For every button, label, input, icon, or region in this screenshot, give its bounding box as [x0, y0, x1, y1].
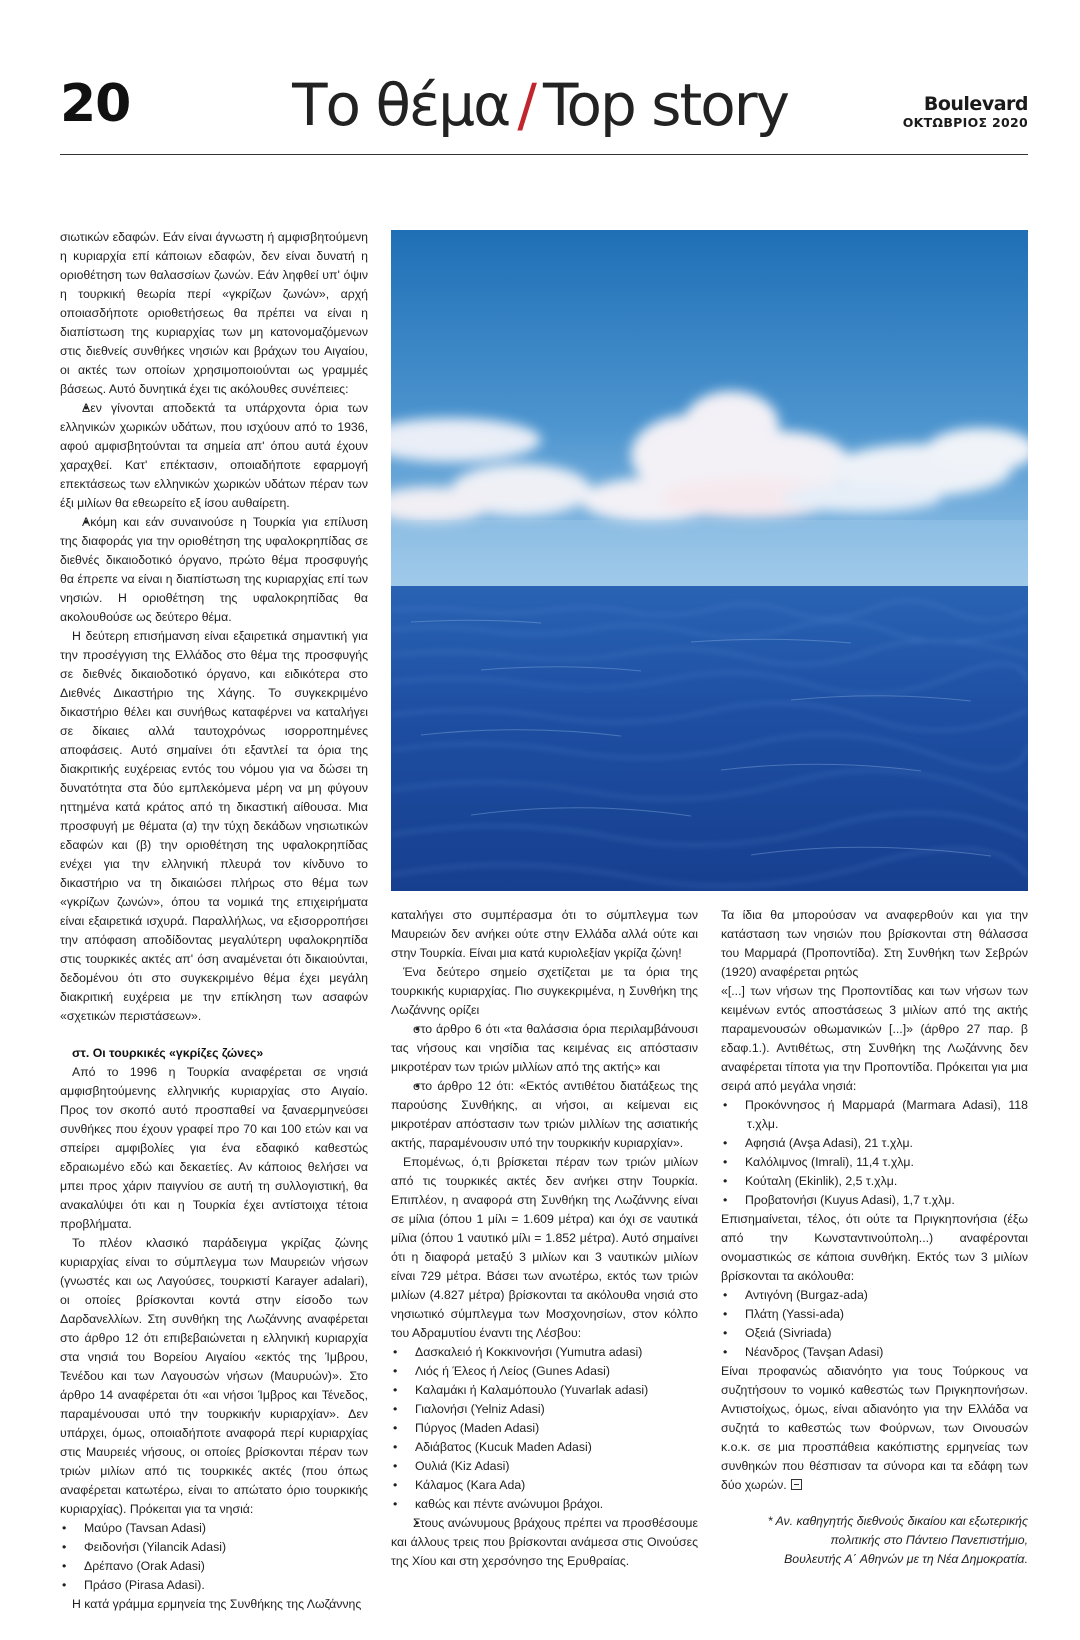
bullet-list [60, 399, 368, 627]
list-item: • Ουλιά (Kiz Adasi) [391, 1457, 698, 1476]
list-item: • Κάλαμος (Kara Ada) [391, 1476, 698, 1495]
paragraph: Επισημαίνεται, τέλος, ότι ούτε τα Πριγκηπονήσια (έξω από την Κωνσταντινούπολη...) αναφέρονται ονομαστικώς σε κάποια συνθήκη. Εκτός των 3 μιλίων βρίσκονται τα ακόλουθα: [721, 1212, 1028, 1283]
list-item: • Δεν γίνονται αποδεκτά τα υπάρχοντα όρια των ελληνικών χωρικών υδάτων, που ισχύουν από το 1936, αφού αμφισβητούνται τα σημεία απ' όπου αυτά έχουν χαραχθεί. Κατ' επέκτασιν, οποιαδήποτε εφαρμογή επεκτάσεως των ελληνικών χωρικών υδάτων πέραν των έξι μιλίων θα εθεωρείτο εξ ίσου αυθαίρετη. [60, 399, 368, 513]
list-item: • Αδιάβατος (Kucuk Maden Adasi) [391, 1438, 698, 1457]
list-item: • Καλόλιμνος (Imrali), 11,4 τ.χλμ. [721, 1153, 1028, 1172]
article-end-icon [791, 1479, 802, 1490]
bullet-list [391, 1514, 698, 1571]
article-column-1 [60, 228, 368, 1614]
bullet-list [391, 1020, 698, 1153]
list-item: • Καλαμάκι ή Καλαμόπουλο (Yuvarlak adasi) [391, 1381, 698, 1400]
list-item: • στο άρθρο 6 ότι «τα θαλάσσια όρια περιλαμβάνουσι τας νήσους και νησίδια τας κειμένας εις απόστασιν μικροτέραν των τριών μιλλίων από της ακτής» και [391, 1020, 698, 1077]
section-title-english: Top story [542, 71, 788, 139]
list-item: • Κούταλη (Ekinlik), 2,5 τ.χλμ. [721, 1172, 1028, 1191]
brand-name: Boulevard [923, 93, 1028, 115]
paragraph: Ένα δεύτερο σημείο σχετίζεται με τα όρια της τουρκικής κυριαρχίας. Πιο συγκεκριμένα, η Συνθήκη της Λωζάννης ορίζει [391, 965, 698, 1017]
article-column-3 [721, 906, 1028, 1495]
list-item: • Ακόμη και εάν συναινούσε η Τουρκία για επίλυση της διαφοράς για την οριοθέτηση της υφαλοκρηπίδας σε διεθνές δικαιοδοτικό όργανο, πρώτο θέμα προσφυγής θα έπρεπε να είναι η διαπίστωση της κυριαρχίας επί των νησιών. Η οριοθέτηση της υφαλοκρηπίδας θα ακολουθούσε ως δεύτερο θέμα. [60, 513, 368, 627]
section-title-greek: Το θέμα [292, 71, 510, 139]
list-item: • Δασκαλειό ή Κοκκινονήσι (Yumutra adasi) [391, 1343, 698, 1362]
list-item: • Προβατονήσι (Kuyus Adasi), 1,7 τ.χλμ. [721, 1191, 1028, 1210]
list-item: • στο άρθρο 12 ότι: «Εκτός αντιθέτου διατάξεως της παρούσης Συνθήκης, αι νήσοι, αι κείμεναι εις μικροτέραν απόστασιν των τριών μιλλίων της ασιατικής ακτής, παραμένουσιν υπό την τουρκικήν κυριαρχίαν». [391, 1077, 698, 1153]
island-list [721, 1286, 1028, 1362]
issue-date: ΟΚΤΩΒΡΙΟΣ 2020 [902, 114, 1028, 130]
page-number: 20 [60, 74, 131, 134]
list-item: • Γιαλονήσι (Yelniz Adasi) [391, 1400, 698, 1419]
section-heading: στ. Οι τουρκικές «γκρίζες ζώνες» [72, 1046, 264, 1060]
paragraph: σιωτικών εδαφών. Εάν είναι άγνωστη ή αμφισβητούμενη η κυριαρχία επί κάποιων εδαφών, δεν είναι δυνατή η οριοθέτηση των θαλασσίων ζωνών. Εάν ληφθεί υπ' όψιν η τουρκική θεωρία περί «γκρίζων ζωνών», αρχή οποιασδήποτε οριοθετήσεως θα πρέπει να είναι η διαπίστωση της κυριαρχίας των μη κατονομαζόμενων στις διεθνείς συνθήκες νησιών και βράχων του Αιγαίου, οι ακτές των οποίων χρησιμοποιούνται ως γραμμές βάσεως. Αυτό δυνητικά έχει τις ακόλουθες συνέπειες: [60, 230, 368, 396]
paragraph: Επομένως, ό,τι βρίσκεται πέραν των τριών μιλίων από τις τουρκικές ακτές δεν ανήκει στην Τουρκία. Επιπλέον, η αναφορά στη Συνθήκη της Λωζάννης είναι σε μίλια (όπου 1 μίλι = 1.609 μέτρα) και όχι σε ναυτικά μίλια (όπου 1 ναυτικό μίλι = 1.852 μέτρα). Αυτό σημαίνει ότι η διαφορά μεταξύ 3 μιλίων και 3 ναυτικών μιλίων είναι 729 μέτρα. Βάσει των ανωτέρω, εκτός των τριών μιλίων (4.827 μέτρα) βρίσκονται τα ακόλουθα νησιά στο νησιωτικό σύμπλεγμα των Μοσχονησίων, στον κόλπο του Αδραμυτίου έναντι της Λέσβου: [391, 1155, 698, 1340]
paragraph: Η κατά γράμμα ερμηνεία της Συνθήκης της Λωζάννης [72, 1597, 362, 1611]
list-item: • καθώς και πέντε ανώνυμοι βράχοι. [391, 1495, 698, 1514]
list-item: • Πλάτη (Yassi-ada) [721, 1305, 1028, 1324]
island-list [721, 1096, 1028, 1210]
publication-brand [903, 95, 1028, 131]
quotation: «[...] των νήσων της Προποντίδας και των νήσων των κειμένων εντός αποστάσεως 3 μιλίων από της ακτής παραμενουσών οθωμανικών [...]» (άρθρο 27 παρ. β εδαφ.1.). Αντιθέτως, στη Συνθήκη της Λωζάννης δεν αναφέρεται τίποτα για την Προποντίδα. Πρόκειται για μια σειρά από μεγάλα νησιά: [721, 984, 1028, 1093]
list-item: • Αντιγόνη (Burgaz-ada) [721, 1286, 1028, 1305]
list-item: • Μαύρο (Tavsan Adasi) [60, 1519, 368, 1538]
footnote-line: * Αν. καθηγητής διεθνούς δικαίου και εξωτερικής [767, 1514, 1028, 1528]
paragraph: Το πλέον κλασικό παράδειγμα γκρίζας ζώνης κυριαρχίας είναι το σύμπλεγμα των Μαυρειών νήσων (γνωστές και ως Λαγούσες, τουρκιστί Karayer adalari), οι οποίες βρίσκονται κοντά στην είσοδο των Δαρδανελλίων. Στη συνθήκη της Λωζάννης αναφέρεται στο άρθρο 12 ότι επιβεβαιώνεται η ελληνική κυριαρχία στα νησιά του Βορείου Αιγαίου «εκτός της Ίμβρου, Τενέδου και των Λαγουσών νήσων (Μαυρυών)». Στο άρθρο 14 αναφέρεται ότι «αι νήσοι Ίμβρος και Τένεδος, παραμένουσαι υπό την τουρκικήν κυριαρχίαν». Δεν υπάρχει, όμως, οποιαδήποτε αναφορά περί κυριαρχίας στις Μαυρειές νήσους, οι οποίες βρίσκονται πέραν των τριών μιλίων από τις τουρκικές ακτές (που όπως αναφέρεται κατωτέρω, είναι το απώτατο όριο τουρκικής κυριαρχίας). Πρόκειται για τα νησιά: [60, 1236, 368, 1516]
list-item: • Οξειά (Sivriada) [721, 1324, 1028, 1343]
paragraph: Τα ίδια θα μπορούσαν να αναφερθούν και για την κατάσταση των νησιών που βρίσκονται στη θάλασσα του Μαρμαρά (Προποντίδα). Στη Συνθήκη των Σεβρών (1920) αναφέρεται ρητώς [721, 908, 1028, 979]
closing-text: Είναι προφανώς αδιανόητο για τους Τούρκους να συζητήσουν το νομικό καθεστώς των Πριγκηπονήσων. Αντιστοίχως, όμως, είναι αδιανόητο για την Ελλάδα να συζητά το καθεστώς των Φούρνων, των Οινουσών κ.ο.κ. σε μια προσπάθεια κακόπιστης ερμηνείας των συνθηκών που θέσπισαν τα σύνορα και τα εδάφη των δύο χωρών. [721, 1364, 1028, 1492]
island-list [391, 1343, 698, 1514]
header-divider [60, 154, 1028, 155]
list-item: • Δρέπανο (Orak Adasi) [60, 1557, 368, 1576]
article-column-2 [391, 906, 698, 1571]
paragraph: καταλήγει στο συμπέρασμα ότι το σύμπλεγμα των Μαυρειών δεν ανήκει ούτε στην Ελλάδα αλλά ούτε και στην Τουρκία. Είναι μια κατά κυριολεξίαν γκρίζα ζώνη! [391, 908, 698, 960]
section-title-slash: / [517, 71, 535, 139]
paragraph: Η δεύτερη επισήμανση είναι εξαιρετικά σημαντική για την προσέγγιση της Ελλάδος στο θέμα της προσφυγής σε διεθνές δικαιοδοτικό όργανο, και ειδικότερα στο Διεθνές Δικαστήριο της Χάγης. Το συγκεκριμένο δικαστήριο θέλει και συνήθως καταφέρνει να καταλήγει σε δίκαιες αλλά ταυτοχρόνως ισορροπημένες αποφάσεις. Αυτό σημαίνει ότι εξαντλεί τα όρια της διακριτικής ευχέρειας εντός του νόμου για να δώσει τη δυνατότητα στα δύο εμπλεκόμενα μέρη να μη φύγουν ηττημένα κατά κράτος από τη δικαστική αίθουσα. Μια προσφυγή με θέματα (α) την τύχη δεκάδων νησιωτικών εδαφών και (β) την οριοθέτηση της υφαλοκρηπίδας ενέχει για την ελληνική πλευρά τον κίνδυνο το δικαστήριο να τη δικαιώσει πλήρως στο θέμα των «γκρίζων ζωνών», όπου τα νομικά της επιχειρήματα είναι εξαιρετικά ισχυρά. Παραλλήλως, να εξισορροπήσει την απόφαση αποδίδοντας μεγαλύτερη υφαλοκρηπίδα στις τουρκικές ακτές απ' όση αναμένεται ότι δικαιούνται, δεδομένου ότι στο συγκεκριμένο θέμα έχει μεγάλη διακριτική ευχέρεια με την επίκληση των ασαφών «σχετικών περιστάσεων». [60, 629, 368, 1023]
author-footnote [708, 1512, 1028, 1569]
list-item: • Φειδονήσι (Yilancik Adasi) [60, 1538, 368, 1557]
list-item: • Αφησιά (Avşa Adasi), 21 τ.χλμ. [721, 1134, 1028, 1153]
list-item: • Νέανδρος (Tavşan Adasi) [721, 1343, 1028, 1362]
list-item: • Πράσο (Pirasa Adasi). [60, 1576, 368, 1595]
list-item: • Λιός ή Έλεος ή Λείος (Gunes Adasi) [391, 1362, 698, 1381]
paragraph [721, 1362, 1028, 1495]
list-item: • Πύργος (Maden Adasi) [391, 1419, 698, 1438]
paragraph: Από το 1996 η Τουρκία αναφέρεται σε νησιά αμφισβητούμενης ελληνικής κυριαρχίας στο Αιγαίο. Προς τον σκοπό αυτό προσπαθεί να ξαναερμηνεύσει συνθήκες που έχουν γραφεί προ 70 και 100 ετών και να σπείρει αμφιβολίες για ένα εδαφικό καθεστώς εδραιωμένο εδώ και δεκαετίες. Αν κάποιος θελήσει να μπει προς χάριν παιγνίου σε αυτή τη συλλογιστική, θα ανακαλύψει ότι και η Τουρκία έχει αντίστοιχα τέτοια προβλήματα. [60, 1065, 368, 1231]
sea-horizon-photo [391, 230, 1028, 891]
footnote-line: Βουλευτής Α΄ Αθηνών με τη Νέα Δημοκρατία. [784, 1552, 1028, 1566]
list-item: • Προκόννησος ή Μαρμαρά (Marmara Adasi), 118 τ.χλμ. [721, 1096, 1028, 1134]
footnote-line: πολιτικής στο Πάντειο Πανεπιστήμιο, [830, 1533, 1028, 1547]
island-list [60, 1519, 368, 1595]
list-item: • Στους ανώνυμους βράχους πρέπει να προσθέσουμε και άλλους τρεις που βρίσκονται ανάμεσα στις Οινούσες της Χίου και στη χερσόνησο της Ερυθραίας. [391, 1514, 698, 1571]
